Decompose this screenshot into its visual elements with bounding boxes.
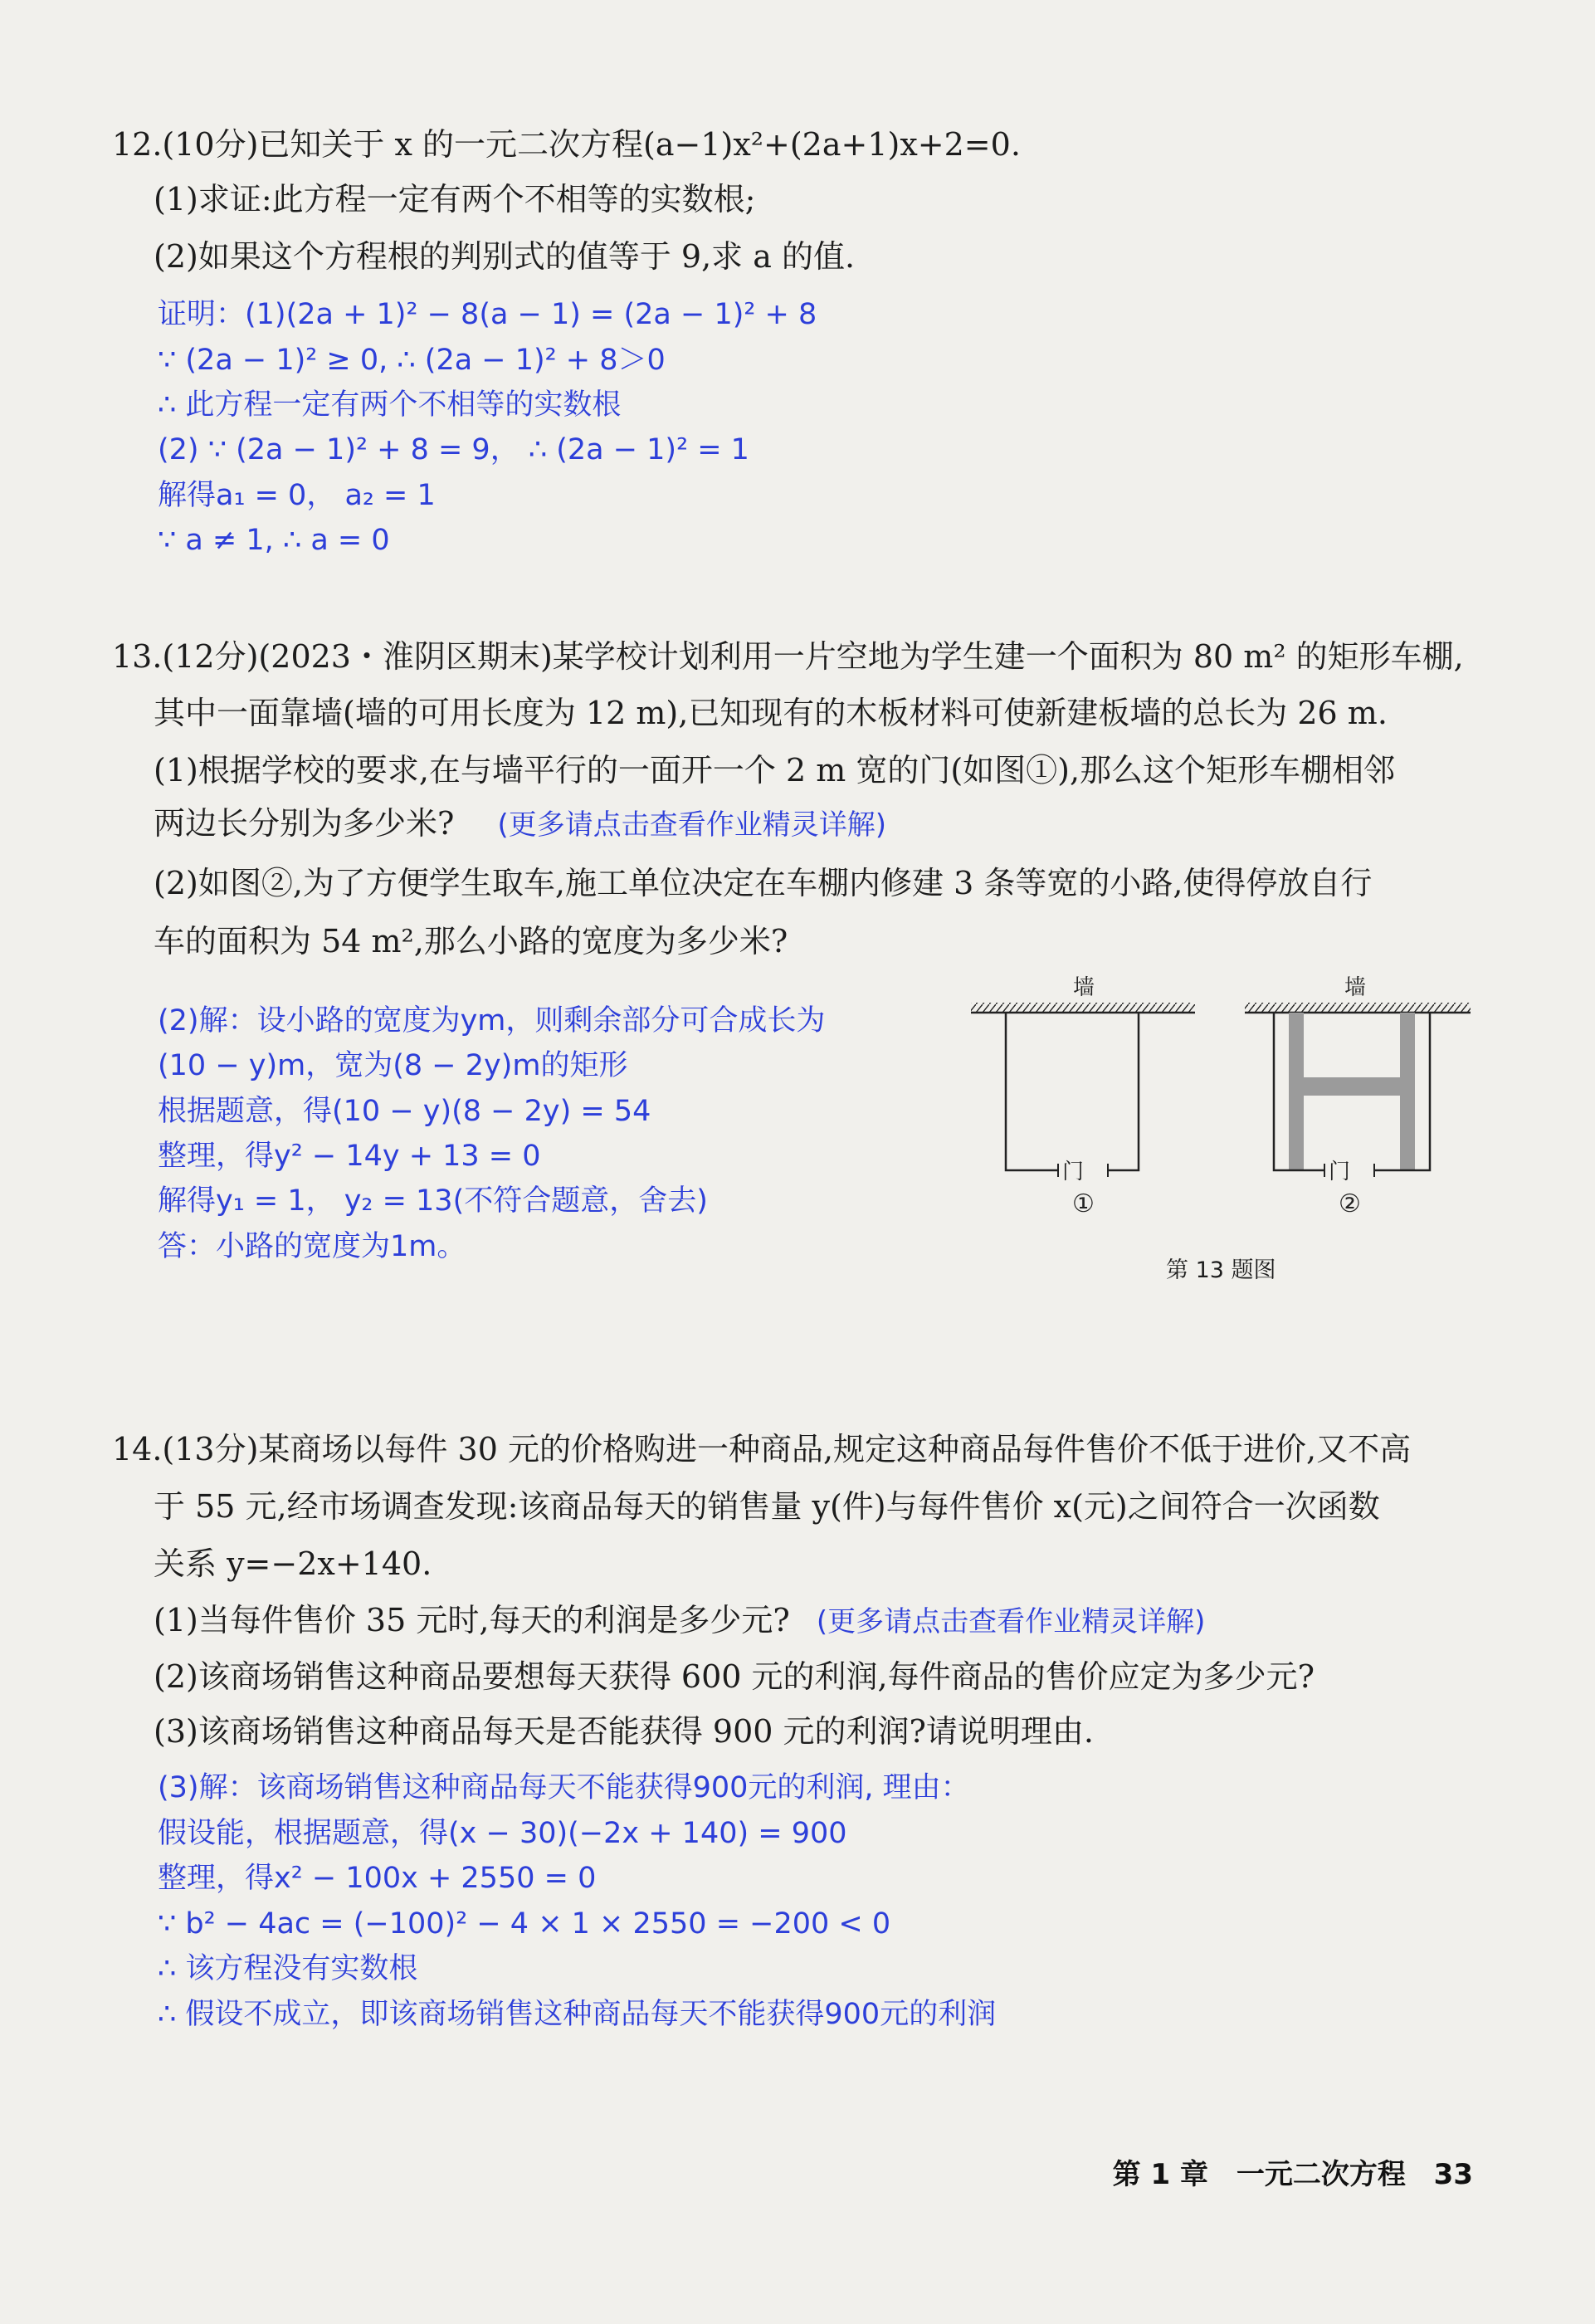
figure-1-wall-hatch <box>971 1003 1195 1013</box>
q14-stem-line2: 于 55 元,经市场调查发现:该商品每天的销售量 y(件)与每件售价 x(元)之间符合一次函数 <box>154 1488 1380 1525</box>
figure-2-wall-hatch <box>1245 1003 1471 1013</box>
q12-answer-line: ∵ a ≠ 1, ∴ a = 0 <box>158 524 390 557</box>
q12-answer-line: ∵ (2a − 1)² ≥ 0, ∴ (2a − 1)² + 8＞0 <box>158 344 666 377</box>
q12-answer-line: (2) ∵ (2a − 1)² + 8 = 9， ∴ (2a − 1)² = 1 <box>158 433 749 466</box>
figure-2 <box>1245 975 1471 1218</box>
q13-answer-line: (2)解：设小路的宽度为ym，则剩余部分可合成长为 <box>158 1004 826 1038</box>
q12-answer-line: ∴ 此方程一定有两个不相等的实数根 <box>158 388 622 422</box>
footer-page-number: 33 <box>1433 2158 1473 2191</box>
figure-2-path-left <box>1289 1013 1304 1170</box>
figure-2-path-middle <box>1304 1077 1400 1096</box>
q14-stem-line3: 关系 y=−2x+140. <box>154 1545 432 1582</box>
q13-answer-line: 根据题意，得(10 − y)(8 − 2y) = 54 <box>158 1095 651 1128</box>
figure-1-number: ① <box>1072 1189 1095 1218</box>
figure-2-path-right <box>1400 1013 1415 1170</box>
q13-part2-line1: (2)如图②,为了方便学生取车,施工单位决定在车棚内修建 3 条等宽的小路,使得停放自行 <box>154 865 1373 901</box>
q13-answer-line: 整理，得y² − 14y + 13 = 0 <box>158 1140 541 1173</box>
q13-answer-line: 答：小路的宽度为1m。 <box>158 1230 466 1263</box>
page-footer <box>1095 2151 1473 2192</box>
figure-1 <box>971 975 1195 1218</box>
q13-stem-line2: 其中一面靠墙(墙的可用长度为 12 m),已知现有的木板材料可使新建板墙的总长为 26 m. <box>154 695 1388 731</box>
q13-figure <box>963 971 1494 1270</box>
q13-figure-caption: 第 13 题图 <box>1166 1257 1276 1283</box>
q13-part1-text: 两边长分别为多少米? <box>154 805 455 842</box>
q12-answer-line: 解得a₁ = 0， a₂ = 1 <box>158 479 436 512</box>
q12-answer-line: 证明：(1)(2a + 1)² − 8(a − 1) = (2a − 1)² + 8 <box>158 298 817 331</box>
q13-part1-line2 <box>154 803 886 845</box>
q14-part1-text: (1)当每件售价 35 元时,每天的利润是多少元? <box>154 1602 790 1638</box>
figure-2-number: ② <box>1339 1189 1361 1218</box>
q14-detail-link[interactable]: (更多请点击查看作业精灵详解) <box>816 1605 1206 1638</box>
figure-1-outline <box>1006 1013 1139 1170</box>
figure-1-wall-label: 墙 <box>1073 975 1095 1000</box>
q12-stem: 12.(10分)已知关于 x 的一元二次方程(a−1)x²+(2a+1)x+2=0. <box>112 126 1021 163</box>
q14-answer-line: ∴ 该方程没有实数根 <box>158 1952 418 1985</box>
q14-part2: (2)该商场销售这种商品要想每天获得 600 元的利润,每件商品的售价应定为多少元? <box>154 1658 1315 1695</box>
q13-answer-line: 解得y₁ = 1， y₂ = 13(不符合题意，舍去) <box>158 1184 708 1218</box>
q13-detail-link[interactable]: (更多请点击查看作业精灵详解) <box>497 808 886 842</box>
q14-answer-line: ∵ b² − 4ac = (−100)² − 4 × 1 × 2550 = −200 < 0 <box>158 1907 891 1941</box>
q13-part1-line1: (1)根据学校的要求,在与墙平行的一面开一个 2 m 宽的门(如图①),那么这个矩形车棚相邻 <box>154 752 1396 788</box>
q13-answer-line: (10 − y)m，宽为(8 − 2y)m的矩形 <box>158 1049 628 1082</box>
q14-stem-line1: 14.(13分)某商场以每件 30 元的价格购进一种商品,规定这种商品每件售价不低于进价,又不高 <box>112 1431 1412 1467</box>
figure-2-door-label: 门 <box>1329 1160 1351 1184</box>
q13-part2-line2: 车的面积为 54 m²,那么小路的宽度为多少米? <box>154 923 788 959</box>
figure-2-wall-label: 墙 <box>1344 975 1367 1000</box>
q14-answer-line: (3)解：该商场销售这种商品每天不能获得900元的利润, 理由： <box>158 1771 970 1804</box>
footer-chapter: 第 1 章 <box>1112 2158 1208 2191</box>
q14-part3: (3)该商场销售这种商品每天是否能获得 900 元的利润?请说明理由. <box>154 1713 1094 1750</box>
q13-stem-line1: 13.(12分)(2023・淮阴区期末)某学校计划利用一片空地为学生建一个面积为 80 m² 的矩形车棚, <box>112 638 1464 675</box>
q12-part1: (1)求证:此方程一定有两个不相等的实数根; <box>154 181 756 217</box>
q14-answer-line: 整理，得x² − 100x + 2550 = 0 <box>158 1862 597 1895</box>
q14-part1-line <box>154 1600 1205 1642</box>
footer-title: 一元二次方程 <box>1236 2158 1406 2191</box>
q12-part2: (2)如果这个方程根的判别式的值等于 9,求 a 的值. <box>154 238 856 275</box>
q14-answer-line: 假设能，根据题意，得(x − 30)(−2x + 140) = 900 <box>158 1817 847 1850</box>
figure-1-door-label: 门 <box>1062 1160 1085 1184</box>
q14-answer-line: ∴ 假设不成立，即该商场销售这种商品每天不能获得900元的利润 <box>158 1998 997 2031</box>
